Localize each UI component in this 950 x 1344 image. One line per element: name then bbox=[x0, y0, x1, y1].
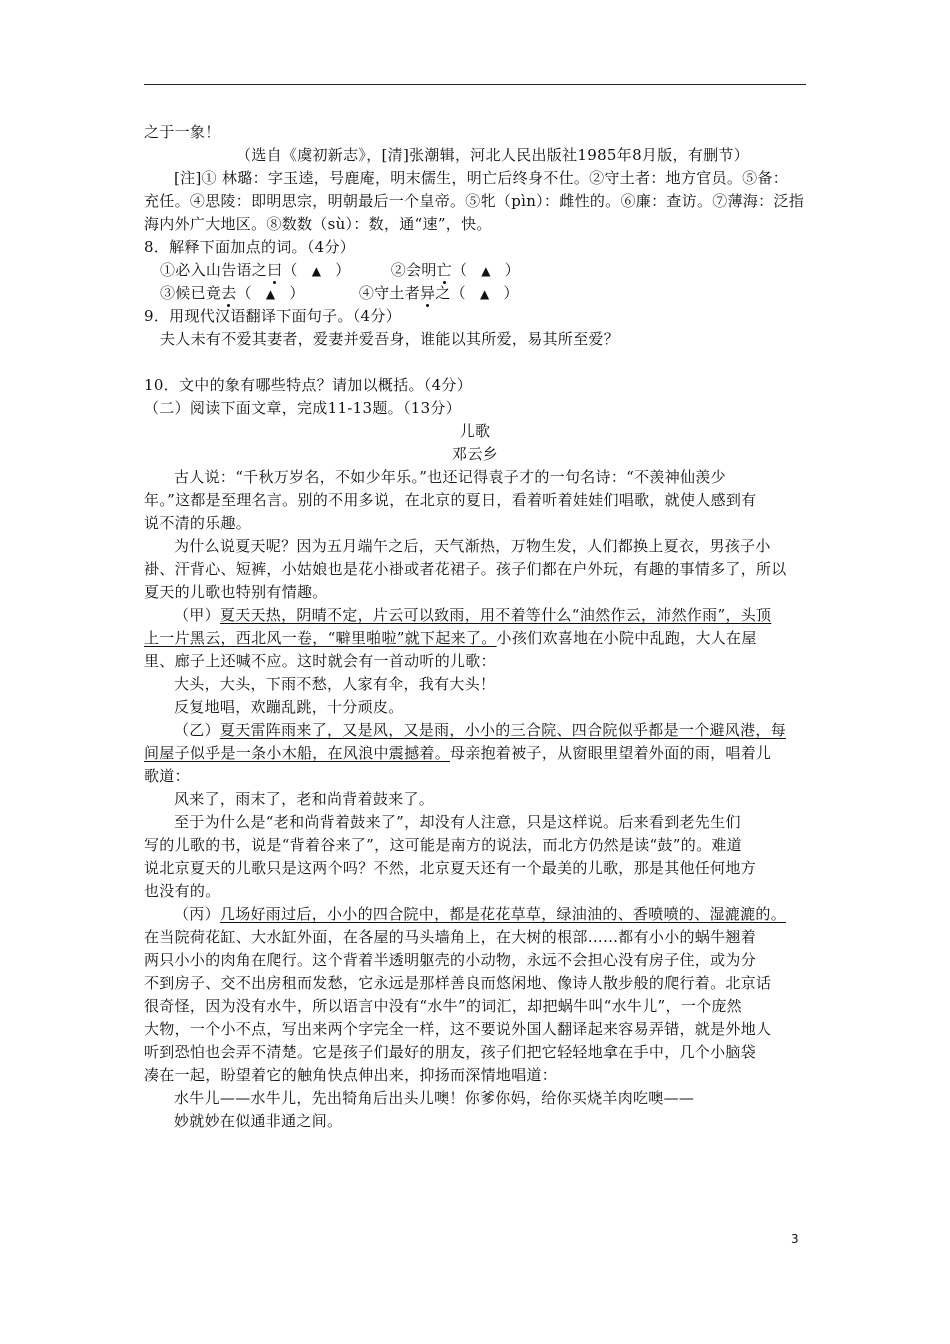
underlined-text: 上一片黑云，西北风一卷，“噼里啪啦”就下起来了。 bbox=[144, 629, 497, 647]
paragraph-line: 听到恐怕也会弄不清楚。它是孩子们最好的朋友，孩子们把它轻轻地拿在手中，几个小脑袋 bbox=[144, 1043, 757, 1061]
annotation-line: [注]① 林璐：字玉逵，号鹿庵，明末儒生，明亡后终身不仕。②守土者：地方官员。⑤备： bbox=[174, 169, 789, 187]
paragraph-line: 夏天的儿歌也特别有情趣。 bbox=[144, 583, 328, 601]
paragraph-line: 至于为什么是“老和尚背着鼓来了”，却没有人注意，只是这样说。后来看到老先生们 bbox=[174, 813, 741, 831]
source-citation: （选自《虞初新志》，[清]张潮辑，河北人民出版社1985年8月版，有删节） bbox=[236, 146, 750, 164]
paragraph-line: （乙）夏天雷阵雨来了，又是风，又是雨，小小的三合院、四合院似乎都是一个避风港，每 bbox=[174, 721, 787, 739]
question-9-sentence: 夫人未有不爱其妻者，爱妻并爱吾身，谁能以其所爱，易其所至爱？ bbox=[160, 330, 620, 348]
article-author: 邓云乡 bbox=[452, 445, 498, 463]
header-rule bbox=[144, 84, 806, 85]
paragraph-line: 大物，一个小不点，写出来两个字完全一样，这不要说外国人翻译起来容易弄错，就是外地人 bbox=[144, 1020, 772, 1038]
annotation-line: 充任。④思陵：即明思宗，明朝最后一个皇帝。⑤牝（pìn）：雌性的。⑥廉：查访。⑦薄海：泛指 bbox=[144, 192, 805, 210]
paragraph-line: （丙）几场好雨过后，小小的四合院中，都是花花草草，绿油油的、香喷喷的、湿漉漉的。 bbox=[174, 905, 787, 923]
text-line: 之于一象！ bbox=[144, 123, 221, 141]
question-8-row-2: ③候已竟去（ ▲ ） ④守土者异之（ ▲ ） bbox=[144, 282, 806, 305]
paragraph-line: 在当院荷花缸、大水缸外面，在各屋的马头墙角上，在大树的根部……都有小小的蜗牛翘着 bbox=[144, 928, 757, 946]
paragraph-line: 间屋子似乎是一条小木船，在风浪中震撼着。母亲抱着被子，从窗眼里望着外面的雨，唱着儿 bbox=[144, 744, 772, 762]
paragraph-line: 反复地唱，欢蹦乱跳，十分顽皮。 bbox=[174, 698, 404, 716]
page-number: 3 bbox=[791, 1232, 799, 1246]
song-line: 风来了，雨末了，老和尚背着鼓来了。 bbox=[174, 790, 435, 808]
triangle-icon: ▲ bbox=[265, 287, 276, 301]
song-line: 大头，大头，下雨不愁，人家有伞，我有大头！ bbox=[174, 675, 496, 693]
paragraph-line: 说北京夏天的儿歌只是这两个吗？不然，北京夏天还有一个最美的儿歌，那是其他任何地方 bbox=[144, 859, 757, 877]
question-8: 8．解释下面加点的词。（4分） bbox=[144, 238, 356, 256]
paragraph-line: 褂、汗背心、短裤，小姑娘也是花小褂或者花裙子。孩子们都在户外玩，有趣的事情多了，所以 bbox=[144, 560, 787, 578]
paragraph-line: 很奇怪，因为没有水牛，所以语言中没有“水牛”的词汇，却把蜗牛叫“水牛儿”，一个庞然 bbox=[144, 997, 742, 1015]
paragraph-line: 写的儿歌的书，说是“背着谷来了”，这可能是南方的说法，而北方仍然是读“鼓”的。难道 bbox=[144, 836, 742, 854]
underlined-text: 夏天雷阵雨来了，又是风，又是雨，小小的三合院、四合院似乎都是一个避风港，每 bbox=[219, 721, 787, 739]
triangle-icon: ▲ bbox=[481, 264, 491, 278]
underlined-text: 几场好雨过后，小小的四合院中，都是花花草草，绿油油的、香喷喷的、湿漉漉的。 bbox=[219, 905, 787, 923]
dotted-char: 曰 bbox=[267, 259, 282, 282]
paragraph-line: （甲）夏天天热，阴晴不定，片云可以致雨，用不着等什么“油然作云，沛然作雨”，头顶 bbox=[174, 606, 772, 624]
dotted-char: 去 bbox=[221, 282, 236, 305]
paragraph-line: 妙就妙在似通非通之间。 bbox=[174, 1112, 343, 1130]
paragraph-line: 不到房子、交不出房租而发愁，它永远是那样善良而悠闲地、像诗人散步般的爬行着。北京话 bbox=[144, 974, 772, 992]
song-line: 水牛儿——水牛儿，先出犄角后出头儿噢！你爹你妈，给你买烧羊肉吃噢—— bbox=[174, 1089, 695, 1107]
paragraph-line: 说不清的乐趣。 bbox=[144, 514, 252, 532]
triangle-icon: ▲ bbox=[479, 287, 490, 301]
page-body bbox=[144, 121, 806, 1133]
question-10: 10．文中的象有哪些特点？请加以概括。（4分） bbox=[144, 376, 473, 394]
paragraph-line: 凑在一起，盼望着它的触角快点伸出来，抑扬而深情地唱道： bbox=[144, 1066, 558, 1084]
underlined-text: 间屋子似乎是一条小木船，在风浪中震撼着。 bbox=[144, 744, 451, 762]
dotted-char: 异 bbox=[420, 282, 435, 305]
paragraph-line: 年。”这都是至理名言。别的不用多说，在北京的夏日，看着听着娃娃们唱歌，就使人感到有 bbox=[144, 491, 757, 509]
paragraph-line: 里、廊子上还喊不应。这时就会有一首动听的儿歌： bbox=[144, 652, 496, 670]
section-heading: （二）阅读下面文章，完成11-13题。（13分） bbox=[144, 399, 462, 417]
paragraph-line: 古人说：“千秋万岁名，不如少年乐。”也还记得袁子才的一句名诗：“不羡神仙羡少 bbox=[174, 468, 726, 486]
paragraph-line: 也没有的。 bbox=[144, 882, 221, 900]
annotation-line: 海内外广大地区。⑧数数（sù）：数，通“速”，快。 bbox=[144, 215, 492, 233]
question-8-row-1: ①必入山告语之曰（ ▲ ） ②会明亡（ ▲ ） bbox=[144, 259, 806, 282]
paragraph-line: 为什么说夏天呢？因为五月端午之后，天气渐热，万物生发，人们都换上夏衣，男孩子小 bbox=[174, 537, 771, 555]
triangle-icon: ▲ bbox=[311, 264, 322, 278]
paragraph-line: 上一片黑云，西北风一卷，“噼里啪啦”就下起来了。小孩们欢喜地在小院中乱跑，大人在屋 bbox=[144, 629, 757, 647]
question-9: 9．用现代汉语翻译下面句子。（4分） bbox=[144, 307, 401, 325]
paragraph-line: 歌道： bbox=[144, 767, 190, 785]
article-title: 儿歌 bbox=[459, 422, 491, 440]
paragraph-line: 两只小小的肉角在爬行。这个背着半透明躯壳的小动物，永远不会担心没有房子住，或为分 bbox=[144, 951, 757, 969]
dotted-char: 亡 bbox=[437, 259, 452, 282]
underlined-text: 夏天天热，阴晴不定，片云可以致雨，用不着等什么“油然作云，沛然作雨”，头顶 bbox=[219, 606, 772, 624]
